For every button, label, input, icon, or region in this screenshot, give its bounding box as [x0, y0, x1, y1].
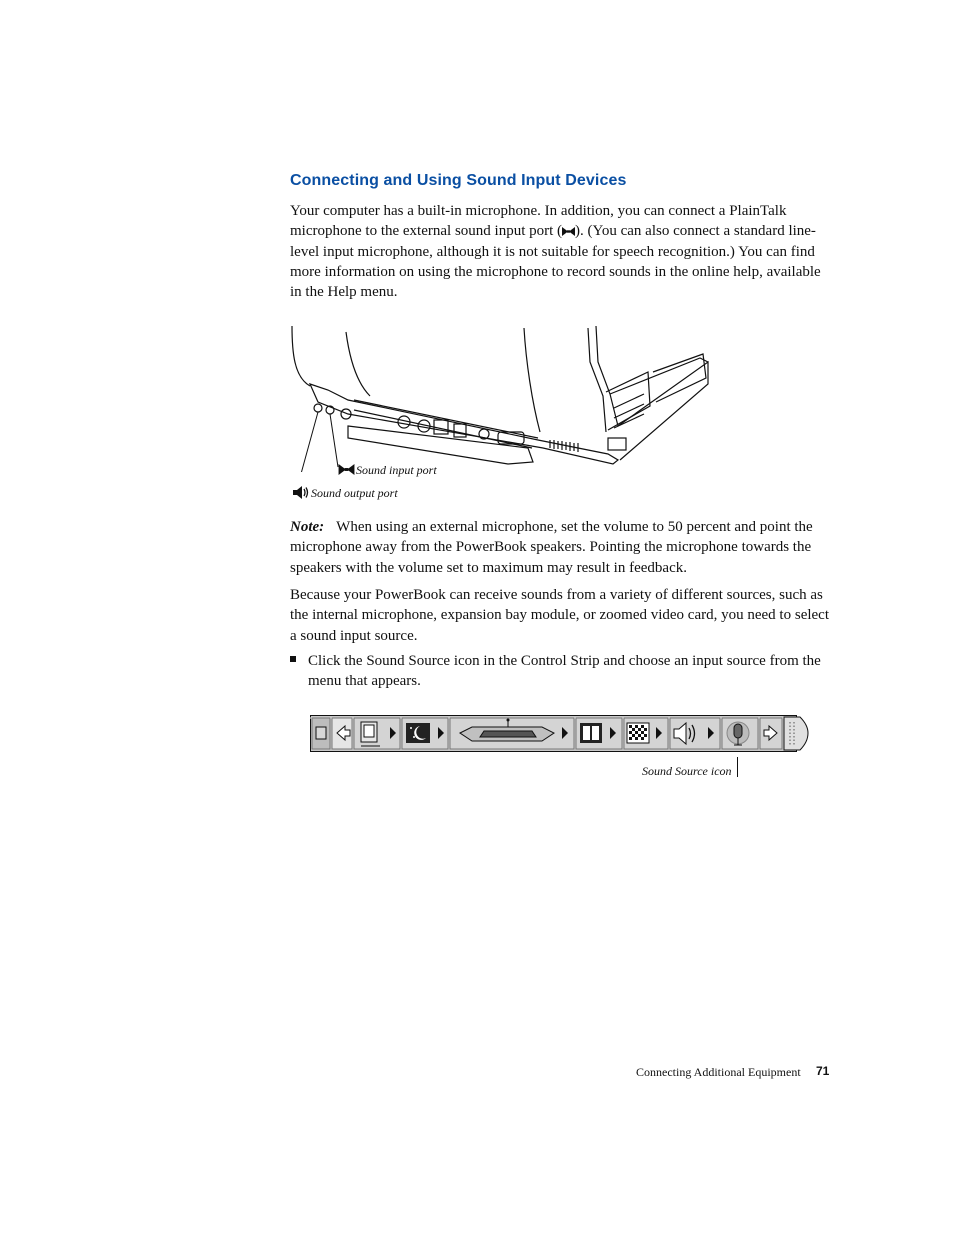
intro-text-1: Your computer has a built-in microphone. In addition, you can connect a PlainTalk microphone to the external sound input port ( — [290, 203, 787, 240]
intro-paragraph — [290, 201, 835, 302]
sound-input-port-label: Sound input port — [356, 463, 437, 477]
back-arrow-icon[interactable] — [332, 718, 352, 749]
page-number: 71 — [816, 1064, 830, 1078]
close-box-icon[interactable] — [312, 718, 330, 749]
speaker-volume-icon[interactable] — [670, 718, 720, 749]
powerbook-ports-illustration — [288, 322, 718, 472]
bullet-marker — [290, 656, 296, 662]
note-text: When using an external microphone, set the volume to 50 percent and point the microphone away from the PowerBook speakers. Pointing the microphone towards the speakers with the volume set to maximum may result in feedback. — [290, 519, 813, 576]
section-heading: Connecting and Using Sound Input Devices — [290, 172, 627, 189]
sound-source-paragraph: Because your PowerBook can receive sounds from a variety of different sources, such as the internal microphone, expansion bay module, or zoomed video card, you need to select a sound input source. — [290, 587, 829, 644]
forward-arrow-icon[interactable] — [760, 718, 782, 749]
speaker-icon — [293, 486, 311, 499]
sleep-moon-icon[interactable] — [402, 718, 448, 749]
note-paragraph — [290, 517, 835, 578]
control-strip — [310, 715, 810, 753]
note-label: Note: — [290, 519, 325, 535]
footer-section-title: Connecting Additional Equipment — [636, 1065, 801, 1079]
microphone-sound-source-icon[interactable] — [722, 718, 758, 749]
modem-icon[interactable] — [450, 718, 574, 749]
instruction-text: Click the Sound Source icon in the Control Strip and choose an input source from the menu that appears. — [308, 653, 821, 690]
pattern-icon[interactable] — [624, 718, 668, 749]
sound-input-port-caption — [337, 463, 437, 478]
display-icon[interactable] — [576, 718, 622, 749]
sound-input-port-icon — [337, 464, 356, 475]
sound-source-callout-line — [737, 757, 738, 777]
sound-output-port-label: Sound output port — [311, 486, 398, 500]
monitor-icon[interactable] — [354, 718, 400, 749]
sound-input-port-icon — [562, 227, 575, 236]
intro-text-2: ). (You can also connect a standard line-level input microphone, although it is not suitable for speech recognition.) You can find more information on using the microphone to record sounds in the online help, available in the Help menu. — [290, 223, 821, 301]
sound-output-port-caption — [293, 486, 398, 501]
strip-tab-icon[interactable] — [784, 717, 808, 750]
sound-source-caption: Sound Source icon — [642, 764, 732, 778]
